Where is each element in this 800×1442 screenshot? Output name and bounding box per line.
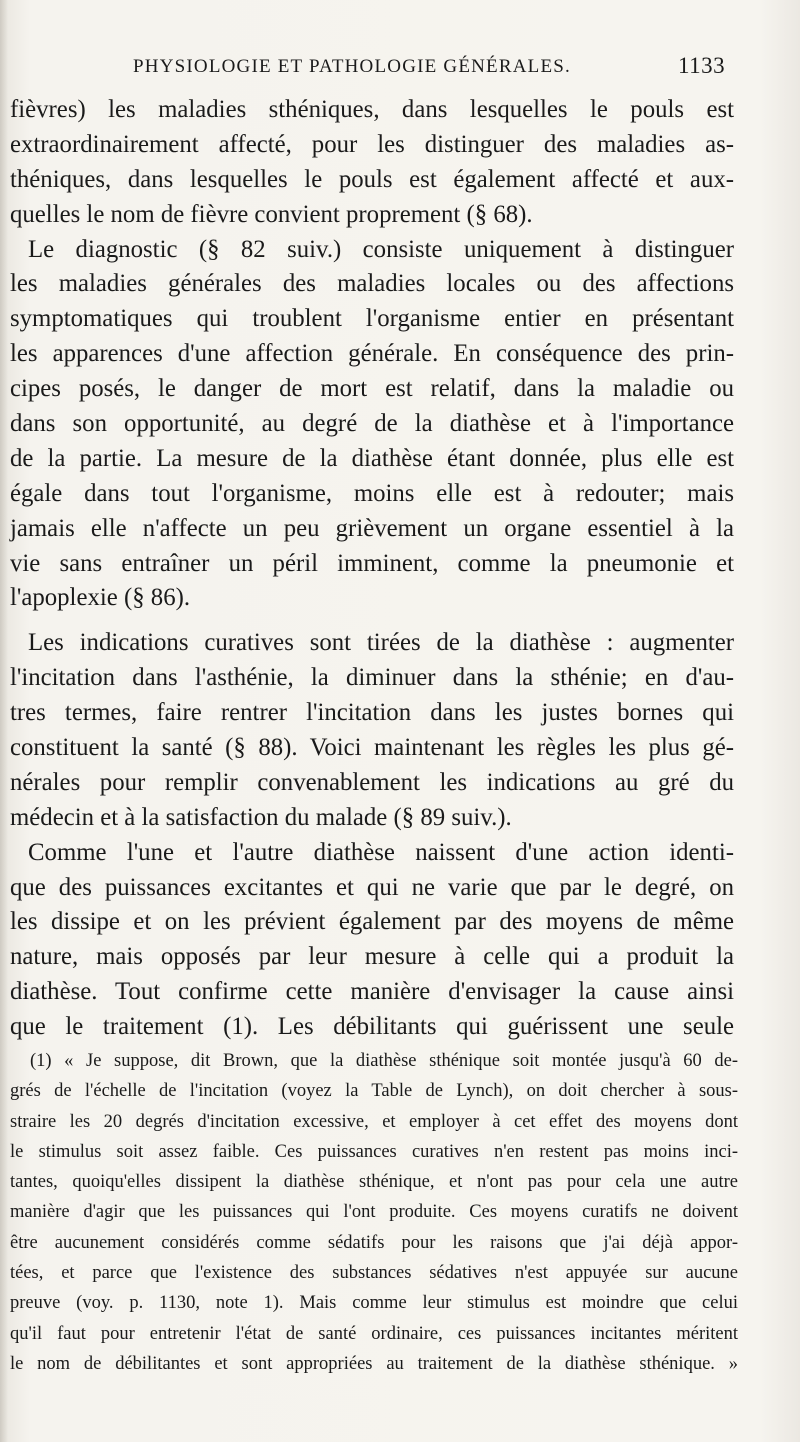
- footnote-line: être aucunement considérés comme sédatifs pour les raisons que j'ai déjà appor-: [10, 1232, 738, 1253]
- text-line: les dissipe et on les prévient également par des moyens de même: [10, 908, 734, 936]
- text-line: nature, mais opposés par leur mesure à celle qui a produit la: [10, 943, 734, 971]
- footnote-line: tées, et parce que l'existence des substances sédatives n'est appuyée sur aucune: [10, 1263, 738, 1284]
- page-header: [0, 53, 800, 86]
- footnote-line: grés de l'échelle de l'incitation (voyez la Table de Lynch), on doit chercher à sous-: [10, 1081, 738, 1102]
- footnote-line: straire les 20 degrés d'incitation excessive, et employer à cet effet des moyens dont: [10, 1111, 738, 1132]
- footnote-line: manière d'agir que les puissances qui l'ont produite. Ces moyens curatifs ne doivent: [10, 1202, 738, 1223]
- main-text: [0, 93, 800, 1045]
- text-line: Comme l'une et l'autre diathèse naissent d'une action identi-: [28, 838, 734, 866]
- text-line: quelles le nom de fièvre convient proprement (§ 68).: [10, 200, 533, 228]
- text-line: égale dans tout l'organisme, moins elle est à redouter; mais: [10, 479, 734, 507]
- text-line: médecin et à la satisfaction du malade (§ 89 suiv.).: [10, 803, 512, 831]
- text-line: les apparences d'une affection générale. En conséquence des prin-: [10, 340, 734, 368]
- text-line: cipes posés, le danger de mort est relatif, dans la maladie ou: [10, 375, 734, 403]
- text-line: constituent la santé (§ 88). Voici maintenant les règles les plus gé-: [10, 734, 734, 762]
- text-line: diathèse. Tout confirme cette manière d'envisager la cause ainsi: [10, 978, 734, 1006]
- footnote-line: qu'il faut pour entretenir l'état de santé ordinaire, ces puissances incitantes méritent: [10, 1323, 738, 1344]
- footnote-line: preuve (voy. p. 1130, note 1). Mais comme leur stimulus est moindre que celui: [10, 1293, 738, 1314]
- text-line: les maladies générales des maladies locales ou des affections: [10, 270, 734, 298]
- text-line: Les indications curatives sont tirées de la diathèse : augmenter: [28, 629, 734, 657]
- text-line: nérales pour remplir convenablement les indications au gré du: [10, 768, 734, 796]
- text-line: l'incitation dans l'asthénie, la diminuer dans la sthénie; en d'au-: [10, 664, 734, 692]
- footnote-line: (1) « Je suppose, dit Brown, que la diathèse sthénique soit montée jusqu'à 60 de-: [30, 1051, 738, 1071]
- text-line: dans son opportunité, au degré de la diathèse et à l'importance: [10, 410, 734, 438]
- text-line: extraordinairement affecté, pour les distinguer des maladies as-: [10, 130, 734, 158]
- page-number: 1133: [678, 53, 726, 78]
- footnote-line: le stimulus soit assez faible. Ces puissances curatives n'en restent pas moins inci-: [10, 1141, 738, 1162]
- text-line: symptomatiques qui troublent l'organisme entier en présentant: [10, 305, 734, 333]
- footnotes: [0, 1046, 800, 1379]
- text-line: Le diagnostic (§ 82 suiv.) consiste uniquement à distinguer: [28, 235, 734, 263]
- text-line: que des puissances excitantes et qui ne varie que par le degré, on: [10, 873, 734, 901]
- text-line: vie sans entraîner un péril imminent, comme la pneumonie et: [10, 549, 734, 577]
- text-line: l'apoplexie (§ 86).: [10, 584, 191, 612]
- footnote-line: tantes, quoiqu'elles dissipent la diathèse sthénique, et n'ont pas pour cela une autre: [10, 1172, 738, 1193]
- footnote-line: le nom de débilitantes et sont appropriées au traitement de la diathèse sthénique. »: [10, 1353, 738, 1374]
- text-line: tres termes, faire rentrer l'incitation dans les justes bornes qui: [10, 699, 734, 727]
- running-title: PHYSIOLOGIE ET PATHOLOGIE GÉNÉRALES.: [133, 56, 571, 77]
- text-line: théniques, dans lesquelles le pouls est également affecté et aux-: [10, 165, 734, 193]
- text-line: de la partie. La mesure de la diathèse étant donnée, plus elle est: [10, 444, 734, 472]
- text-line: jamais elle n'affecte un peu grièvement un organe essentiel à la: [10, 514, 734, 542]
- text-line: que le traitement (1). Les débilitants qui guérissent une seule: [10, 1013, 734, 1041]
- text-line: fièvres) les maladies sthéniques, dans lesquelles le pouls est: [10, 96, 734, 123]
